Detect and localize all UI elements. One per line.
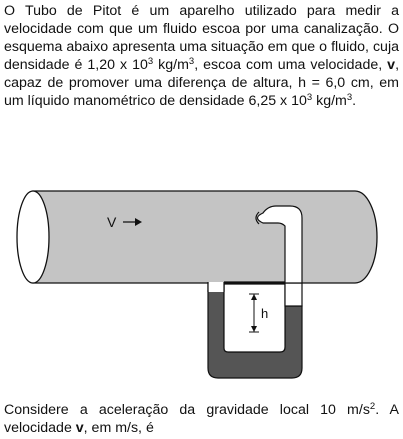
intro-text-1: O Tubo de Pitot é um aparelho utilizado para medir a velocidade com que um fluido escoa por uma canalização. O esquema abaixo apresenta uma situação em que o fluido, cuja densidade é 1,20 x 10	[4, 3, 399, 73]
intro-exponent-1: 3	[147, 56, 154, 67]
height-label: h	[261, 306, 269, 321]
velocity-label: V	[107, 214, 117, 230]
problem-statement	[4, 2, 399, 110]
velocity-symbol-question: v	[75, 420, 84, 436]
intro-text-5: kg/m	[312, 93, 347, 109]
intro-exponent-4: 3	[346, 92, 353, 103]
intro-exponent-3: 3	[306, 92, 313, 103]
intro-text-6: .	[352, 93, 357, 109]
velocity-symbol: v	[387, 57, 396, 73]
question-text	[4, 401, 399, 437]
pitot-tube-diagram	[0, 176, 403, 396]
outro-text-3: , em m/s, é	[83, 420, 154, 436]
manometer-junction	[209, 282, 224, 292]
pipe-open-end	[17, 191, 49, 283]
intro-text-4: , capaz de promover uma diferença de altura, h = 6,0 cm, em um líquido manométrico de densidade 6,25 x 10	[4, 57, 400, 109]
intro-exponent-2: 3	[188, 56, 195, 67]
intro-text-2: kg/m	[153, 57, 189, 73]
pipe-body	[33, 191, 377, 283]
outro-text-1: Considere a aceleração da gravidade local 10 m/s	[4, 402, 370, 418]
outro-exponent-1: 2	[369, 401, 376, 412]
intro-text-3: , escoa com uma velocidade,	[194, 57, 388, 73]
outro-text-2: . A velocidade	[4, 402, 399, 436]
